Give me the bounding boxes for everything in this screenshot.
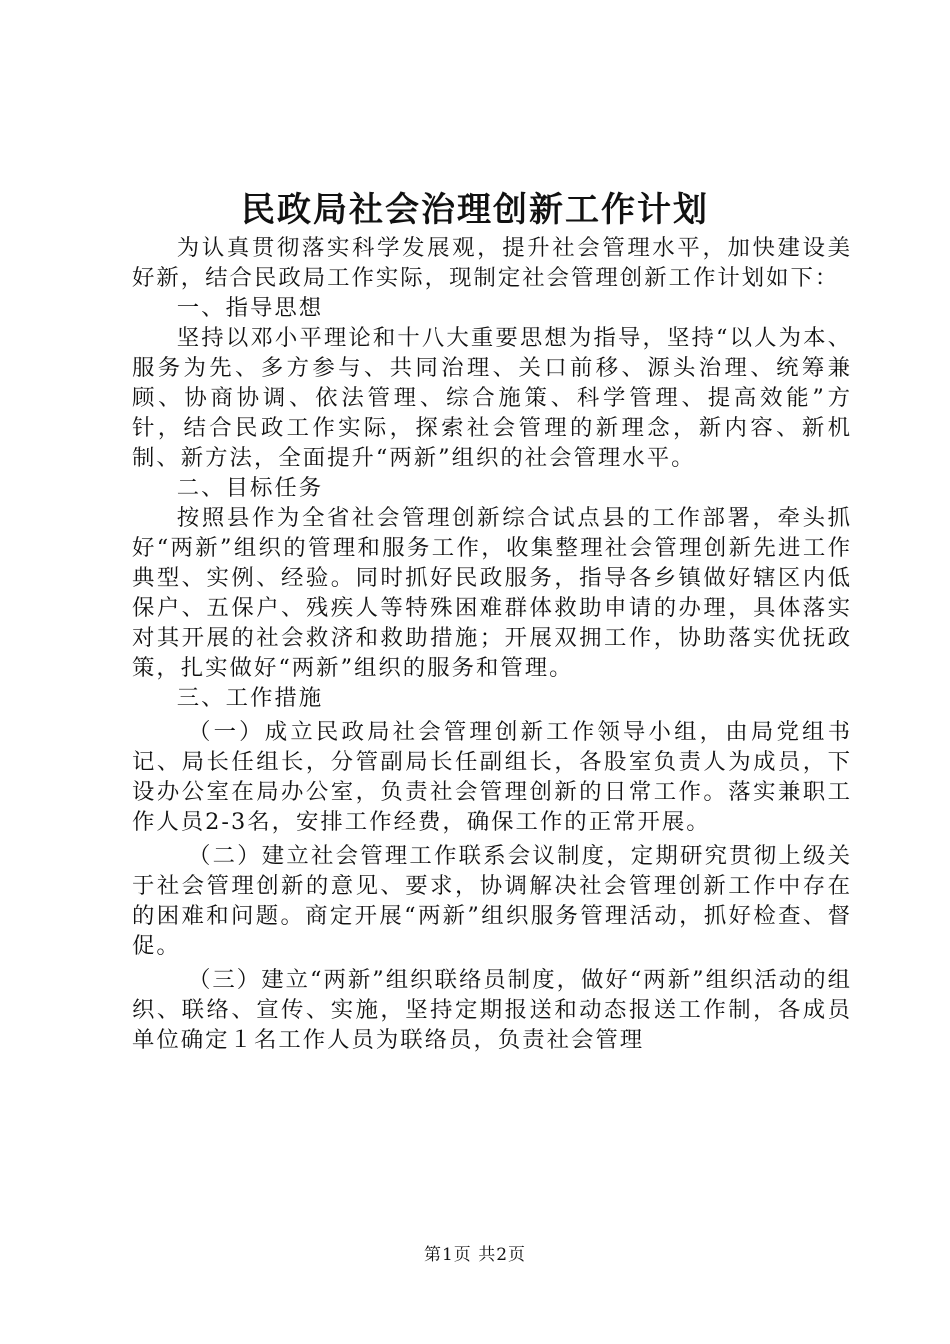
document-title: 民政局社会治理创新工作计划 <box>241 190 709 230</box>
section-heading-guiding-ideology: 一、指导思想 <box>176 295 324 321</box>
section-heading-work-measures: 三、工作措施 <box>176 685 324 711</box>
guiding-ideology-paragraph: 坚持以邓小平理论和十八大重要思想为指导，坚持“以人为本、服务为先、多方参与、共同治理、关口前移、源头治理、统筹兼顾、协商协调、依法管理、综合施策、科学管理、提高效能”方针，结合民政工作实际，探索社会管理的新理念，新内容、新机制、新方法，全面提升“两新”组织的社会管理水平。 <box>132 325 852 471</box>
measure-2-paragraph: （二）建立社会管理工作联系会议制度，定期研究贯彻上级关于社会管理创新的意见、要求，协调解决社会管理创新工作中存在的困难和问题。商定开展“两新”组织服务管理活动，抓好检查、督促。 <box>132 843 852 959</box>
document-body <box>132 233 852 1055</box>
section-heading-goals-tasks: 二、目标任务 <box>176 475 324 501</box>
page-number-footer: 第1页 共2页 <box>423 1245 527 1265</box>
goals-tasks-paragraph: 按照县作为全省社会管理创新综合试点县的工作部署，牵头抓好“两新”组织的管理和服务工作，收集整理社会管理创新先进工作典型、实例、经验。同时抓好民政服务，指导各乡镇做好辖区内低保户、五保户、残疾人等特殊困难群体救助申请的办理，具体落实对其开展的社会救济和救助措施；开展双拥工作，协助落实优抚政策，扎实做好“两新”组织的服务和管理。 <box>132 505 852 681</box>
measure-3-paragraph: （三）建立“两新”组织联络员制度，做好“两新”组织活动的组织、联络、宣传、实施，坚持定期报送和动态报送工作制，各成员单位确定１名工作人员为联络员，负责社会管理 <box>132 967 852 1053</box>
intro-paragraph: 为认真贯彻落实科学发展观，提升社会管理水平，加快建设美好新，结合民政局工作实际，现制定社会管理创新工作计划如下： <box>132 235 852 291</box>
measure-1-paragraph: （一）成立民政局社会管理创新工作领导小组，由局党组书记、局长任组长，分管副局长任副组长，各股室负责人为成员，下设办公室在局办公室，负责社会管理创新的日常工作。落实兼职工作人员2-3名，安排工作经费，确保工作的正常开展。 <box>132 719 852 835</box>
